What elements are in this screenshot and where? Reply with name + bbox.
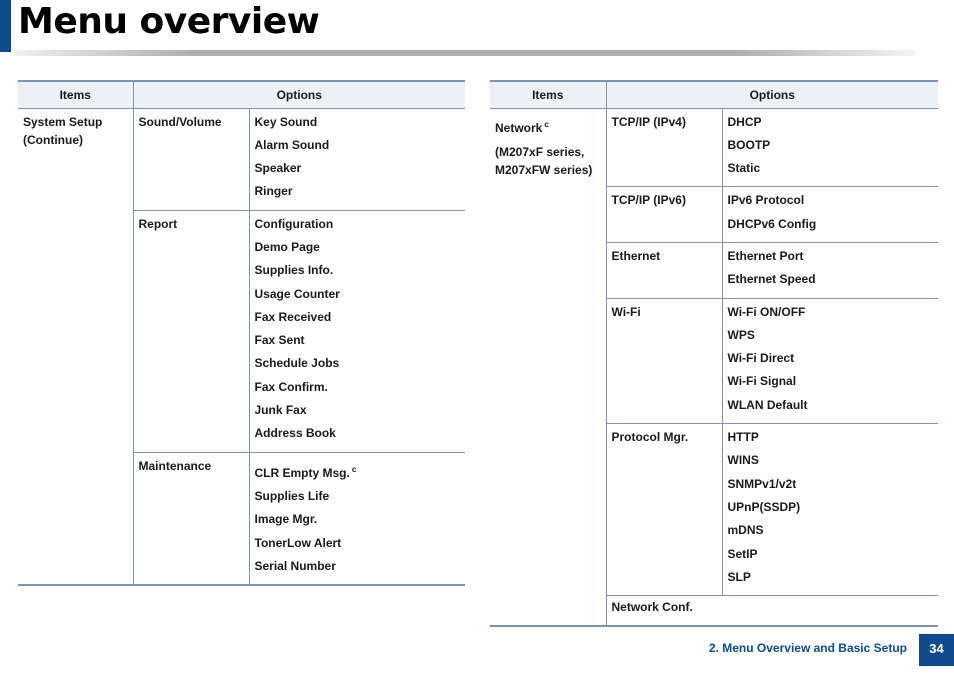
group-options xyxy=(722,108,938,187)
group-options xyxy=(722,424,938,596)
header-options: Options xyxy=(606,81,938,108)
option-item: UPnP(SSDP) xyxy=(727,499,801,514)
header-items: Items xyxy=(490,81,606,108)
option-item: Speaker xyxy=(254,161,302,176)
option-item: DHCP xyxy=(727,114,762,129)
group-name: Maintenance xyxy=(133,452,249,585)
header-items: Items xyxy=(18,81,133,108)
footnote-mark: c xyxy=(544,119,549,129)
option-item: DHCPv6 Config xyxy=(727,216,817,231)
group-name: Report xyxy=(133,210,249,452)
title-accent-bar xyxy=(0,0,11,52)
option-item: Wi-Fi Direct xyxy=(727,351,795,366)
option-item: mDNS xyxy=(727,523,764,538)
option-item: Junk Fax xyxy=(254,403,307,418)
group-options xyxy=(249,108,465,210)
group-name: Ethernet xyxy=(606,242,722,298)
option-item: Wi-Fi ON/OFF xyxy=(727,304,806,319)
item-name: System Setup xyxy=(23,114,103,129)
group-options xyxy=(722,187,938,243)
option-item: Alarm Sound xyxy=(254,137,330,152)
option-item: IPv6 Protocol xyxy=(727,193,805,208)
option-item: WINS xyxy=(727,453,759,468)
item-cell xyxy=(18,108,133,585)
header-options: Options xyxy=(133,81,465,108)
option-item: Supplies Info. xyxy=(254,263,334,278)
option-item: SLP xyxy=(727,569,751,584)
menu-table-network xyxy=(490,80,938,627)
option-item: SetIP xyxy=(727,546,758,561)
menu-table-system-setup xyxy=(18,80,465,586)
option-item: Address Book xyxy=(254,426,336,441)
item-note: M207xFW series) xyxy=(495,162,593,177)
option-item: Fax Sent xyxy=(254,333,305,348)
item-name: Network xyxy=(495,120,543,135)
option-item: BOOTP xyxy=(727,137,771,152)
option-item: Wi-Fi Signal xyxy=(727,374,797,389)
option-item: HTTP xyxy=(727,430,759,445)
option-item: Demo Page xyxy=(254,239,320,254)
footer-section-title: 2. Menu Overview and Basic Setup xyxy=(708,641,907,655)
group-name: TCP/IP (IPv6) xyxy=(606,187,722,243)
footnote-mark: c xyxy=(351,464,357,474)
group-name: Sound/Volume xyxy=(133,108,249,210)
option-item: Ethernet Port xyxy=(727,248,804,263)
title-divider xyxy=(14,50,916,56)
item-cell xyxy=(490,108,606,626)
option-item: Image Mgr. xyxy=(254,512,318,527)
option-item: Configuration xyxy=(254,216,334,231)
page-title: Menu overview xyxy=(18,1,320,42)
group-name: Wi-Fi xyxy=(606,298,722,423)
item-note: (Continue) xyxy=(23,132,83,147)
option-item: CLR Empty Msg. $^c$ xyxy=(254,464,357,480)
group-name: TCP/IP (IPv4) xyxy=(606,108,722,187)
option-item: Ethernet Speed xyxy=(727,272,816,287)
option-item: TonerLow Alert xyxy=(254,535,342,550)
group-options xyxy=(249,452,465,585)
option-item: Supplies Life xyxy=(254,488,330,503)
option-item: SNMPv1/v2t xyxy=(727,476,797,491)
group-options xyxy=(722,298,938,423)
group-options xyxy=(249,210,465,452)
group-name: Protocol Mgr. xyxy=(606,424,722,596)
item-note: (M207xF series, xyxy=(495,144,585,159)
option-item: Serial Number xyxy=(254,558,336,573)
option-item: Ringer xyxy=(254,184,293,199)
option-item: Fax Received xyxy=(254,309,332,324)
option-item: Static xyxy=(727,161,761,176)
group-options xyxy=(722,242,938,298)
group-name: Network Conf. xyxy=(606,596,938,627)
option-item: Schedule Jobs xyxy=(254,356,340,371)
option-item: WPS xyxy=(727,327,755,342)
option-item: Key Sound xyxy=(254,114,318,129)
option-item: WLAN Default xyxy=(727,397,808,412)
option-item: Usage Counter xyxy=(254,286,340,301)
option-item: Fax Confirm. xyxy=(254,379,328,394)
page-number: 34 xyxy=(919,634,954,666)
